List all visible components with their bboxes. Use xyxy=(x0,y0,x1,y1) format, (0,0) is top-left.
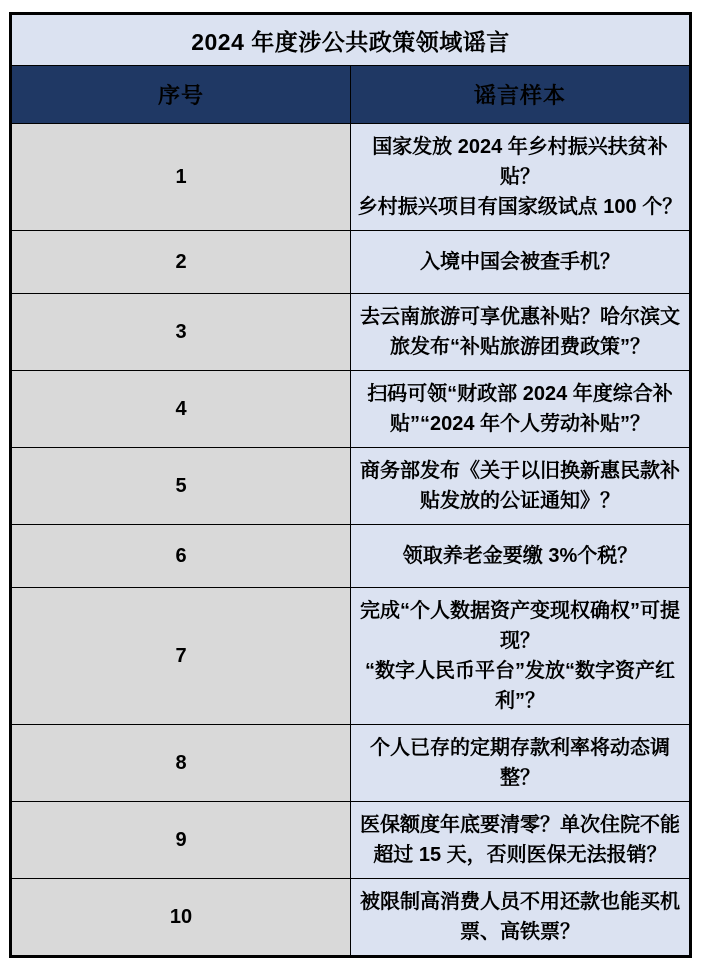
row-index: 5 xyxy=(11,448,351,525)
rumor-sample-cell xyxy=(351,879,691,957)
row-index: 10 xyxy=(11,879,351,957)
rumor-text-line: 领取养老金要缴 3%个税？ xyxy=(402,545,638,567)
rumor-sample-cell xyxy=(351,448,691,525)
row-index: 9 xyxy=(11,802,351,879)
row-index: 8 xyxy=(11,725,351,802)
table-row xyxy=(11,588,691,725)
rumor-sample-cell xyxy=(351,588,691,725)
table-row xyxy=(11,231,691,294)
column-header-index: 序号 xyxy=(11,66,351,124)
row-index: 7 xyxy=(11,588,351,725)
rumor-sample-cell xyxy=(351,124,691,231)
rumor-sample-cell xyxy=(351,802,691,879)
table-row xyxy=(11,294,691,371)
rumor-text-line: 入境中国会被查手机？ xyxy=(420,251,620,273)
rumor-sample-cell xyxy=(351,371,691,448)
rumor-text-line: “数字人民币平台”发放“数字资产红利”？ xyxy=(365,660,675,712)
rumor-text-line: 个人已存的定期存款利率将动态调整？ xyxy=(370,737,670,789)
row-index: 6 xyxy=(11,525,351,588)
table-row xyxy=(11,371,691,448)
table-row xyxy=(11,124,691,231)
table-head xyxy=(11,14,691,124)
rumor-sample-cell xyxy=(351,294,691,371)
rumor-sample-cell xyxy=(351,231,691,294)
rumor-text-line: 乡村振兴项目有国家级试点 100 个？ xyxy=(357,196,683,218)
row-index: 3 xyxy=(11,294,351,371)
rumor-text-line: 扫码可领“财政部 2024 年度综合补贴”“2024 年个人劳动补贴”？ xyxy=(367,383,673,435)
table-row xyxy=(11,725,691,802)
column-header-row xyxy=(11,66,691,124)
column-header-rumor-sample: 谣言样本 xyxy=(351,66,691,124)
title-row xyxy=(11,14,691,66)
row-index: 1 xyxy=(11,124,351,231)
rumor-table xyxy=(9,12,692,958)
rumor-text-line: 完成“个人数据资产变现权确权”可提现？ xyxy=(360,600,680,652)
table-row xyxy=(11,525,691,588)
rumor-text-line: 被限制高消费人员不用还款也能买机票、高铁票？ xyxy=(360,891,680,943)
table-row xyxy=(11,802,691,879)
rumor-text-line: 医保额度年底要清零？单次住院不能超过 15 天，否则医保无法报销？ xyxy=(360,814,680,866)
table-row xyxy=(11,448,691,525)
rumor-text-line: 商务部发布《关于以旧换新惠民款补贴发放的公证通知》？ xyxy=(360,460,680,512)
table-body xyxy=(11,124,691,957)
rumor-text-line: 国家发放 2024 年乡村振兴扶贫补贴？ xyxy=(372,136,668,188)
rumor-text-line: 去云南旅游可享优惠补贴？哈尔滨文旅发布“补贴旅游团费政策”？ xyxy=(360,306,680,358)
row-index: 2 xyxy=(11,231,351,294)
rumor-sample-cell xyxy=(351,725,691,802)
row-index: 4 xyxy=(11,371,351,448)
table-row xyxy=(11,879,691,957)
page-title: 2024 年度涉公共政策领域谣言 xyxy=(11,14,691,66)
rumor-sample-cell xyxy=(351,525,691,588)
